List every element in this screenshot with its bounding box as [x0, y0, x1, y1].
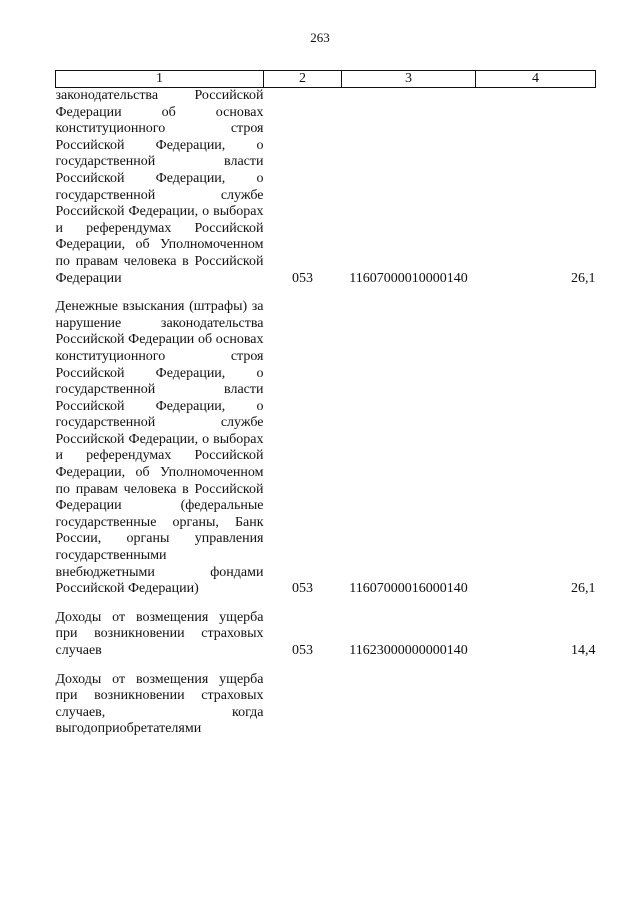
- row-name: Денежные взыскания (штрафы) за нарушение законодательства Российской Федерации об основах конституционного строя Российской Федерации, о государственной власти Российской Федерации, о государственной службе Российской Федерации, о выборах и референдумах Российской Федерации, об Уполномоченном по правам человека в Российской Федерации (федеральные государственные органы, Банк России, органы управления государственными внебюджетными фондами Российской Федерации): [55, 299, 264, 597]
- page-number: 263: [310, 30, 330, 45]
- row-amount: 14,4: [571, 643, 596, 658]
- header-col-3: 3: [342, 71, 476, 88]
- row-spacer: [56, 598, 596, 610]
- row-spacer: [56, 660, 596, 672]
- header-row: [56, 71, 596, 88]
- row-name: Доходы от возмещения ущерба при возникновении страховых случаев, когда выгодоприобретателями: [55, 671, 264, 737]
- row-name: законодательства Российской Федерации об основах конституционного строя Российской Федерации, о государственной власти Российской Федерации, о государственной службе Российской Федерации, о выборах и референдумах Российской Федерации, об Уполномоченном по правам человека в Российской Федерации: [55, 88, 264, 286]
- revenue-table: [55, 70, 596, 738]
- header-col-1: 1: [56, 71, 264, 88]
- row-revenue-code: 11623000000000140: [349, 643, 468, 658]
- table-row: [56, 88, 596, 288]
- row-revenue-code: 11607000016000140: [349, 581, 468, 597]
- table-header: [56, 71, 596, 88]
- row-amount: 26,1: [571, 270, 596, 286]
- row-amount: [476, 672, 596, 738]
- table-row: [56, 672, 596, 738]
- header-col-2: 2: [264, 71, 342, 88]
- table-body: [56, 88, 596, 738]
- row-spacer: [56, 287, 596, 299]
- row-amount: 26,1: [571, 581, 596, 597]
- row-revenue-code: [342, 672, 476, 738]
- header-col-4: 4: [476, 71, 596, 88]
- row-admin-code: [264, 672, 342, 738]
- row-name: Доходы от возмещения ущерба при возникновении страховых случаев: [55, 609, 264, 658]
- row-admin-code: 053: [292, 581, 313, 597]
- table-row: [56, 299, 596, 598]
- row-admin-code: 053: [292, 643, 313, 658]
- table-row: [56, 610, 596, 660]
- row-admin-code: 053: [292, 270, 313, 286]
- row-revenue-code: 11607000010000140: [349, 270, 468, 286]
